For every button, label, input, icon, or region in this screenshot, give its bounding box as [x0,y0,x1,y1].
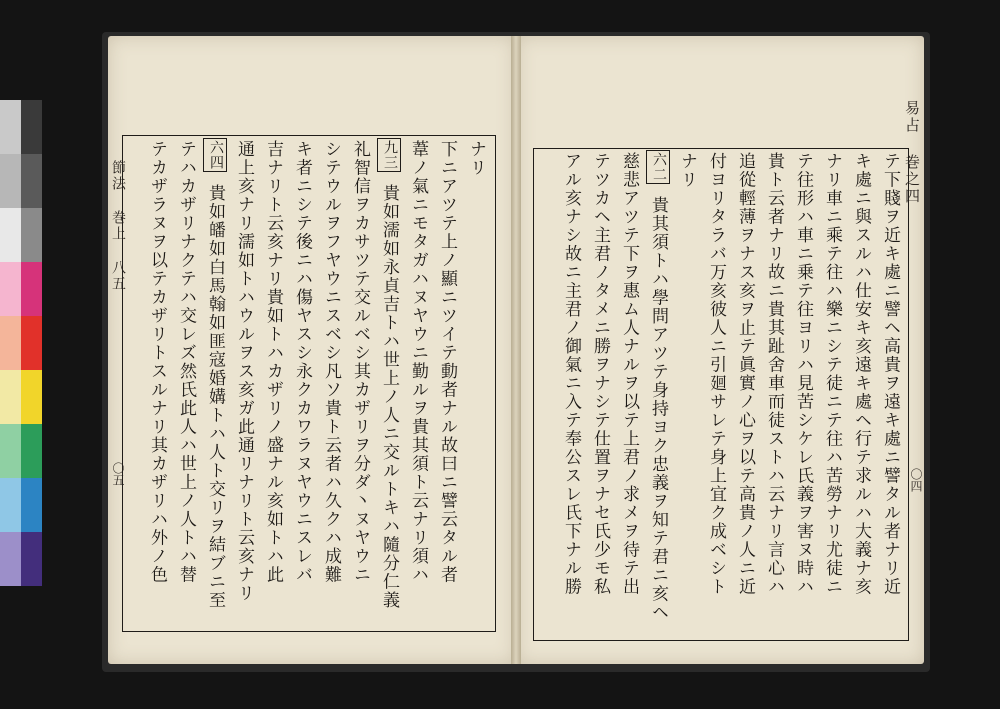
calibration-swatch [0,316,21,370]
calibration-swatch [21,478,42,532]
calibration-swatch [0,262,21,316]
text-column: キ處ニ與スルハ仕安キ亥遠キ處ヘ行テ求ルハ大義ナ亥 [851,152,871,596]
calibration-swatch [0,370,21,424]
text-column: 貴其須トハ學問アツテ身持ヨク忠義ヲ知テ君ニ亥ヘ [648,196,668,622]
text-column: 慈悲アツテ下ヲ惠ム人ナルヲ以テ上君ノ求メヲ待テ出 [619,152,639,596]
calibration-swatch [0,208,21,262]
text-column: ナリ車ニ乘テ往ハ樂ニシテ徒ニテ往ハ苦勞ナリ尤徒ニ [822,152,842,596]
text-column: キ者ニシテ後ニハ傷ヤスシ永クカワラヌヤウニスレバ [292,140,312,584]
left-folio: 〇五 [111,462,125,486]
right-margin-title: 易占 巻之四 [903,100,921,205]
calibration-swatch [21,424,42,478]
calibration-swatch [21,262,42,316]
hexagram-line-tag: 六二 [646,150,670,184]
calibration-swatch [21,316,42,370]
calibration-swatch [0,532,21,586]
text-column: テカザラヌヲ以テカザリトスルナリ其カザリハ外ノ色 [147,140,167,584]
left-margin-title: 節法 巻上 八五 [110,160,126,292]
calibration-swatch [21,100,42,154]
text-column: テツカヘ主君ノタメニ勝ヲナシテ仕置ヲナセ氏少モ私 [590,152,610,596]
text-column: テ下賤ヲ近キ處ニ譬ヘ高貴ヲ遠キ處ニ譬タル者ナリ近 [880,152,900,596]
text-column: 貴如濡如永貞吉トハ世上ノ人ニ交ルトキハ隨分仁義 [379,184,399,610]
text-column: テハカザリナクテハ交レズ然氏此人ハ世上ノ人トハ替 [176,140,196,584]
text-column: 追從輕薄ヲナス亥ヲ止テ眞實ノ心ヲ以テ高貴ノ人ニ近 [735,152,755,596]
text-column: ナリ [466,140,486,177]
text-column: 吉ナリト云亥ナリ貴如トハカザリノ盛ナル亥如トハ此 [263,140,283,584]
text-column: テ往形ハ車ニ乗テ往ヨリハ見苦シケレ氏義ヲ害ヌ時ハ [793,152,813,596]
text-column: 貴ト云者ナリ故ニ貴其趾舍車而徒ストハ云ナリ言心ハ [764,152,784,596]
text-column: 付ヨリタラバ万亥彼人ニ引廻サレテ身上宜ク成ベシト [706,152,726,596]
text-column: アル亥ナシ故ニ主君ノ御氣ニ入テ奉公スレ氏下ナル勝 [561,152,581,596]
text-column: 貴如皤如白馬翰如匪寇婚媾トハ人ト交リヲ結ブニ至 [205,184,225,610]
hexagram-line-tag: 九三 [377,138,401,172]
color-calibration-strip [0,100,42,586]
text-column: 礼智信ヲカサツテ交ルベシ其カザリヲ分ダ丶ヌヤウニ [350,140,370,584]
text-column: シテウルヲフヤウニスベシ凡ソ貴ト云者ハ久クハ成難 [321,140,341,584]
text-column: 葦ノ氣ニモタガハヌヤウニ勤ルヲ貴其須ト云ナリ須ハ [408,140,428,584]
page-gutter [511,36,521,664]
text-column: 通上亥ナリ濡如トハウルヲス亥ガ此通リナリト云亥ナリ [234,140,254,603]
calibration-swatch [21,532,42,586]
text-column: ナリ [677,152,697,189]
calibration-swatch [0,100,21,154]
hexagram-line-tag: 六四 [203,138,227,172]
calibration-swatch [0,424,21,478]
calibration-swatch [21,154,42,208]
calibration-swatch [21,370,42,424]
right-folio: 〇四 [909,468,923,492]
calibration-swatch [0,154,21,208]
text-column: 下ニアツテ上ノ顯ニツイテ動者ナル故曰ニ譬云タル者 [437,140,457,584]
calibration-swatch [21,208,42,262]
calibration-swatch [0,478,21,532]
